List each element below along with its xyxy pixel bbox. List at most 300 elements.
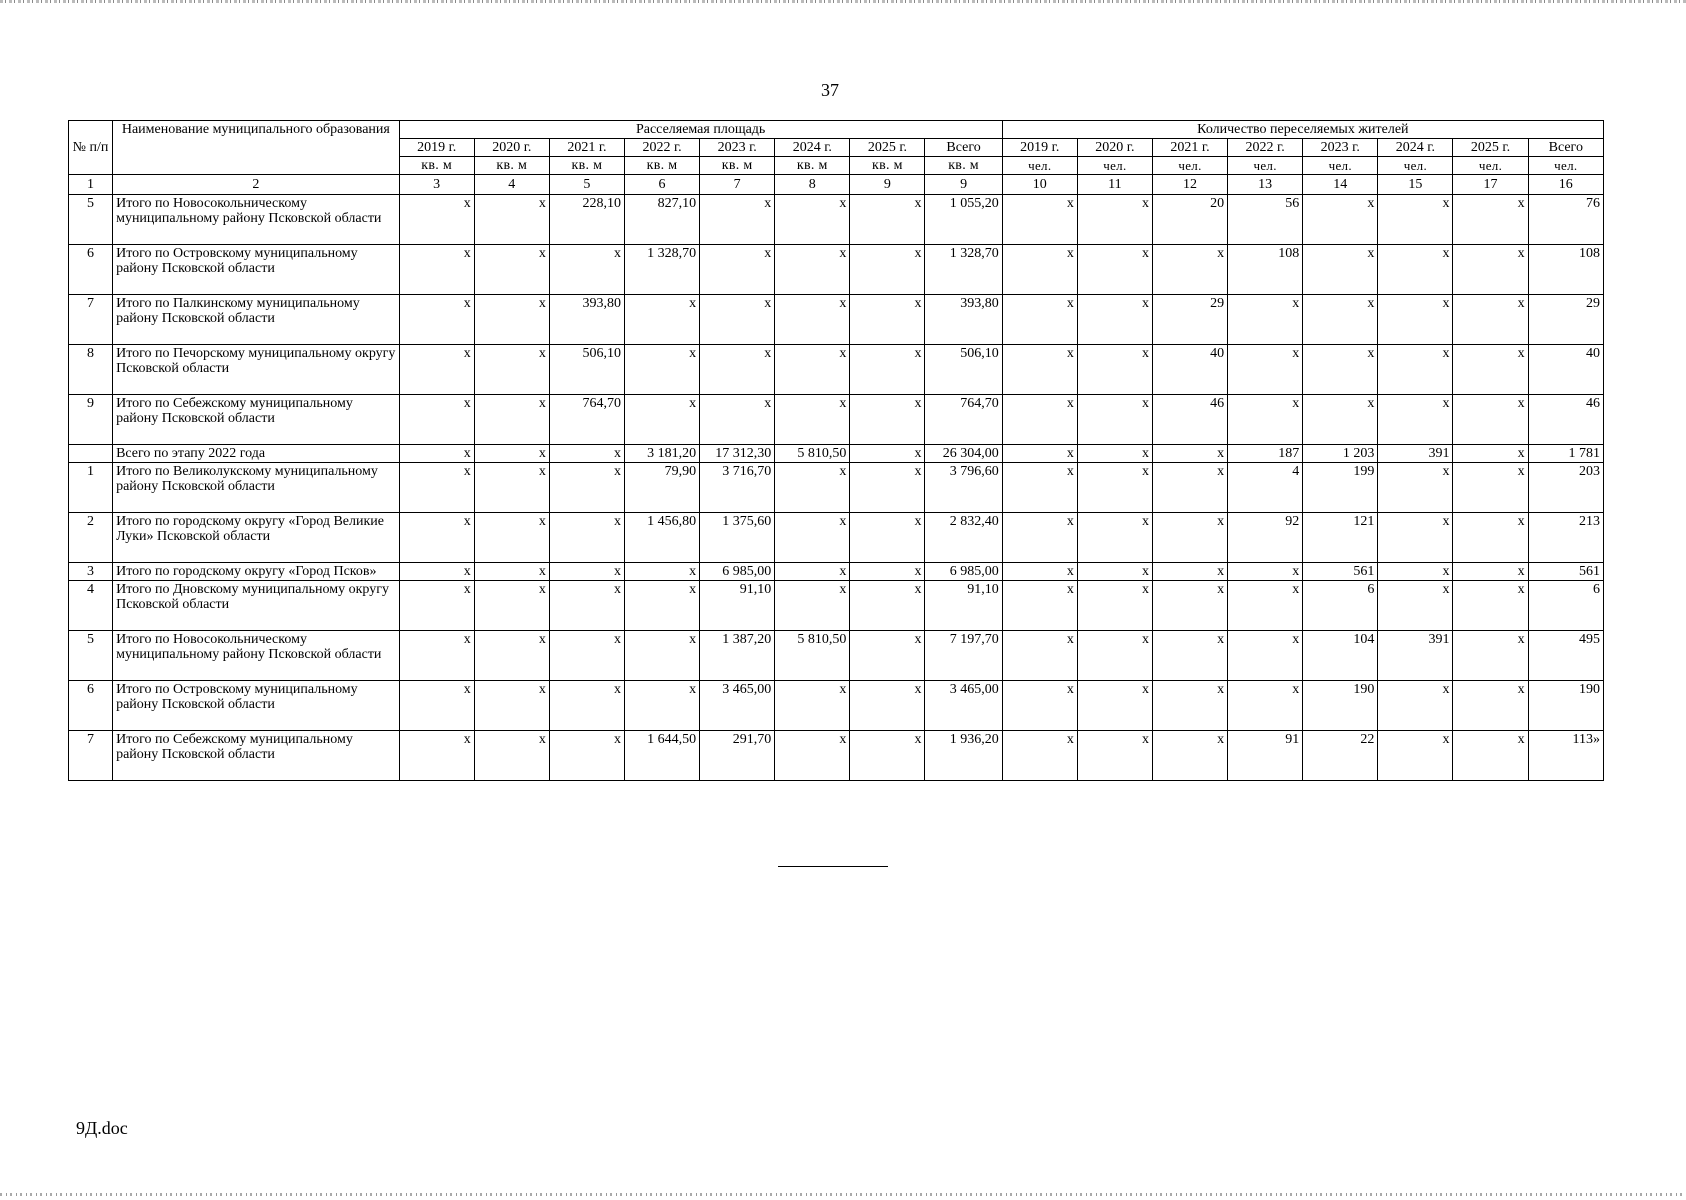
area-value: 5 810,50 (775, 445, 850, 463)
people-value: x (1303, 295, 1378, 345)
people-value: x (1002, 681, 1077, 731)
row-name: Итого по Островскому муниципальному району Псковской области (113, 245, 400, 295)
area-value: 3 465,00 (700, 681, 775, 731)
area-value: x (399, 563, 474, 581)
area-value: x (775, 463, 850, 513)
people-value: x (1378, 395, 1453, 445)
area-value: 1 328,70 (624, 245, 699, 295)
row-name: Итого по Дновскому муниципальному округу Псковской области (113, 581, 400, 631)
area-value: x (700, 295, 775, 345)
people-value: 391 (1378, 445, 1453, 463)
area-value: x (399, 395, 474, 445)
area-value: x (474, 631, 549, 681)
area-value: 291,70 (700, 731, 775, 781)
people-value: x (1077, 445, 1152, 463)
people-value: 187 (1228, 445, 1303, 463)
area-value: x (624, 631, 699, 681)
area-value: 827,10 (624, 195, 699, 245)
header-area-unit: кв. м (624, 157, 699, 175)
people-value: x (1303, 395, 1378, 445)
header-people-unit: чел. (1303, 157, 1378, 175)
area-value: x (474, 395, 549, 445)
row-name: Итого по Себежскому муниципальному району Псковской области (113, 731, 400, 781)
people-value: x (1077, 563, 1152, 581)
area-value: x (850, 245, 925, 295)
end-rule (778, 866, 888, 867)
area-value: 228,10 (549, 195, 624, 245)
table-row (69, 345, 1604, 395)
people-value: x (1228, 631, 1303, 681)
table-row (69, 445, 1604, 463)
people-value: 561 (1303, 563, 1378, 581)
area-value: x (399, 195, 474, 245)
area-value: x (399, 463, 474, 513)
row-name: Всего по этапу 2022 года (113, 445, 400, 463)
area-value: x (549, 445, 624, 463)
people-value: x (1002, 513, 1077, 563)
people-value: 6 (1528, 581, 1603, 631)
area-value: x (624, 681, 699, 731)
people-value: 391 (1378, 631, 1453, 681)
page-number: 37 (821, 80, 839, 100)
row-name: Итого по Палкинскому муниципальному району Псковской области (113, 295, 400, 345)
area-value: x (775, 563, 850, 581)
people-value: 190 (1303, 681, 1378, 731)
area-value: x (549, 631, 624, 681)
row-number: 6 (69, 681, 113, 731)
people-value: 108 (1528, 245, 1603, 295)
area-value: 393,80 (925, 295, 1002, 345)
area-value: 1 387,20 (700, 631, 775, 681)
row-name: Итого по Себежскому муниципальному району Псковской области (113, 395, 400, 445)
header-row-column-numbers (69, 175, 1604, 195)
people-value: x (1228, 681, 1303, 731)
people-value: x (1228, 581, 1303, 631)
people-value: 495 (1528, 631, 1603, 681)
header-area-unit: кв. м (775, 157, 850, 175)
row-name: Итого по Новосокольническому муниципальному району Псковской области (113, 631, 400, 681)
people-value: 40 (1528, 345, 1603, 395)
people-value: x (1077, 345, 1152, 395)
area-value: x (624, 295, 699, 345)
header-column-number: 11 (1077, 175, 1152, 195)
area-value: x (775, 581, 850, 631)
people-value: 213 (1528, 513, 1603, 563)
header-no: № п/п (69, 121, 113, 175)
header-area-unit: кв. м (474, 157, 549, 175)
people-value: x (1228, 295, 1303, 345)
area-value: 1 055,20 (925, 195, 1002, 245)
row-number: 5 (69, 631, 113, 681)
area-value: x (775, 195, 850, 245)
people-value: x (1378, 563, 1453, 581)
area-value: x (474, 581, 549, 631)
area-value: x (700, 195, 775, 245)
people-value: x (1453, 295, 1528, 345)
people-value: x (1077, 295, 1152, 345)
header-column-number: 1 (69, 175, 113, 195)
header-people-year: 2020 г. (1077, 139, 1152, 157)
area-value: x (624, 563, 699, 581)
area-value: x (624, 395, 699, 445)
row-name: Итого по городскому округу «Город Псков» (113, 563, 400, 581)
people-value: x (1453, 681, 1528, 731)
area-value: 393,80 (549, 295, 624, 345)
table-row (69, 681, 1604, 731)
area-value: 6 985,00 (700, 563, 775, 581)
people-value: x (1453, 563, 1528, 581)
header-column-number: 17 (1453, 175, 1528, 195)
header-people-year: 2021 г. (1152, 139, 1227, 157)
people-value: x (1453, 395, 1528, 445)
table-row (69, 563, 1604, 581)
area-value: x (775, 513, 850, 563)
people-value: x (1453, 245, 1528, 295)
people-value: x (1077, 395, 1152, 445)
people-value: 46 (1152, 395, 1227, 445)
header-people-unit: чел. (1228, 157, 1303, 175)
people-value: x (1077, 245, 1152, 295)
resettlement-table (68, 120, 1604, 781)
header-area-year: 2021 г. (549, 139, 624, 157)
area-value: x (624, 345, 699, 395)
area-value: 79,90 (624, 463, 699, 513)
area-value: x (775, 681, 850, 731)
header-area-unit: кв. м (549, 157, 624, 175)
people-value: x (1378, 581, 1453, 631)
header-column-number: 2 (113, 175, 400, 195)
area-value: x (850, 295, 925, 345)
people-value: x (1378, 245, 1453, 295)
header-area-group: Расселяемая площадь (399, 121, 1002, 139)
people-value: x (1378, 681, 1453, 731)
people-value: x (1303, 195, 1378, 245)
people-value: x (1002, 445, 1077, 463)
area-value: x (474, 681, 549, 731)
header-row-groups (69, 121, 1604, 139)
area-value: x (474, 295, 549, 345)
area-value: 1 644,50 (624, 731, 699, 781)
header-name: Наименование муниципального образования (113, 121, 400, 175)
people-value: x (1378, 513, 1453, 563)
footer-file-name: 9Д.doc (76, 1118, 128, 1138)
people-value: x (1077, 581, 1152, 631)
header-people-unit: чел. (1077, 157, 1152, 175)
people-value: x (1002, 245, 1077, 295)
header-area-unit: кв. м (700, 157, 775, 175)
area-value: 3 181,20 (624, 445, 699, 463)
row-name: Итого по Печорскому муниципальному округу Псковской области (113, 345, 400, 395)
header-people-year: 2019 г. (1002, 139, 1077, 157)
people-value: x (1002, 395, 1077, 445)
area-value: x (474, 345, 549, 395)
people-value: 91 (1228, 731, 1303, 781)
row-name: Итого по Новосокольническому муниципальному району Псковской области (113, 195, 400, 245)
header-people-year: 2022 г. (1228, 139, 1303, 157)
people-value: x (1453, 463, 1528, 513)
people-value: x (1453, 731, 1528, 781)
people-value: 40 (1152, 345, 1227, 395)
area-value: x (549, 513, 624, 563)
people-value: 29 (1152, 295, 1227, 345)
area-value: x (549, 563, 624, 581)
people-value: x (1002, 195, 1077, 245)
header-column-number: 16 (1528, 175, 1603, 195)
people-value: x (1077, 631, 1152, 681)
row-number: 8 (69, 345, 113, 395)
header-people-year: 2023 г. (1303, 139, 1378, 157)
area-value: x (775, 295, 850, 345)
people-value: 56 (1228, 195, 1303, 245)
area-value: x (399, 345, 474, 395)
area-value: 506,10 (549, 345, 624, 395)
people-value: x (1303, 345, 1378, 395)
area-value: 5 810,50 (775, 631, 850, 681)
table-row (69, 631, 1604, 681)
people-value: x (1002, 563, 1077, 581)
people-value: 104 (1303, 631, 1378, 681)
area-value: 91,10 (925, 581, 1002, 631)
row-number: 3 (69, 563, 113, 581)
header-column-number: 7 (700, 175, 775, 195)
area-value: 1 456,80 (624, 513, 699, 563)
header-area-year: 2024 г. (775, 139, 850, 157)
row-number: 1 (69, 463, 113, 513)
table-row (69, 731, 1604, 781)
area-value: x (399, 581, 474, 631)
area-value: x (474, 563, 549, 581)
area-value: x (850, 195, 925, 245)
people-value: 108 (1228, 245, 1303, 295)
area-value: 1 375,60 (700, 513, 775, 563)
area-value: x (850, 681, 925, 731)
table-body (69, 195, 1604, 781)
people-value: x (1002, 463, 1077, 513)
area-value: x (700, 395, 775, 445)
header-people-unit: чел. (1002, 157, 1077, 175)
header-area-year: 2025 г. (850, 139, 925, 157)
area-value: 7 197,70 (925, 631, 1002, 681)
area-value: 3 465,00 (925, 681, 1002, 731)
header-people-unit: чел. (1152, 157, 1227, 175)
area-value: x (850, 463, 925, 513)
people-value: x (1077, 195, 1152, 245)
people-value: x (1077, 731, 1152, 781)
row-name: Итого по городскому округу «Город Великие Луки» Псковской области (113, 513, 400, 563)
header-people-year: Всего (1528, 139, 1603, 157)
header-column-number: 8 (775, 175, 850, 195)
header-column-number: 9 (925, 175, 1002, 195)
area-value: x (474, 463, 549, 513)
people-value: x (1453, 195, 1528, 245)
people-value: 6 (1303, 581, 1378, 631)
people-value: 190 (1528, 681, 1603, 731)
people-value: 203 (1528, 463, 1603, 513)
row-number: 7 (69, 731, 113, 781)
people-value: x (1152, 731, 1227, 781)
header-area-unit: кв. м (850, 157, 925, 175)
header-column-number: 4 (474, 175, 549, 195)
people-value: x (1152, 581, 1227, 631)
area-value: 26 304,00 (925, 445, 1002, 463)
area-value: x (850, 513, 925, 563)
people-value: x (1002, 581, 1077, 631)
area-value: x (775, 395, 850, 445)
header-people-year: 2025 г. (1453, 139, 1528, 157)
header-column-number: 15 (1378, 175, 1453, 195)
people-value: x (1152, 513, 1227, 563)
people-value: x (1152, 463, 1227, 513)
resettlement-table-container (68, 120, 1604, 781)
people-value: x (1228, 345, 1303, 395)
area-value: x (549, 463, 624, 513)
header-people-unit: чел. (1453, 157, 1528, 175)
header-column-number: 3 (399, 175, 474, 195)
table-head (69, 121, 1604, 195)
people-value: x (1378, 731, 1453, 781)
people-value: x (1378, 195, 1453, 245)
people-value: x (1002, 295, 1077, 345)
people-value: 29 (1528, 295, 1603, 345)
area-value: x (399, 445, 474, 463)
people-value: x (1002, 345, 1077, 395)
people-value: 22 (1303, 731, 1378, 781)
header-column-number: 10 (1002, 175, 1077, 195)
area-value: x (549, 681, 624, 731)
people-value: x (1152, 445, 1227, 463)
people-value: 121 (1303, 513, 1378, 563)
area-value: x (850, 445, 925, 463)
row-name: Итого по Великолукскому муниципальному району Псковской области (113, 463, 400, 513)
area-value: x (474, 731, 549, 781)
area-value: 1 328,70 (925, 245, 1002, 295)
people-value: x (1453, 445, 1528, 463)
people-value: x (1378, 295, 1453, 345)
table-row (69, 245, 1604, 295)
people-value: x (1002, 631, 1077, 681)
area-value: x (549, 581, 624, 631)
people-value: 561 (1528, 563, 1603, 581)
table-row (69, 463, 1604, 513)
area-value: x (850, 731, 925, 781)
area-value: x (549, 731, 624, 781)
area-value: x (399, 513, 474, 563)
area-value: x (399, 295, 474, 345)
header-area-year: 2020 г. (474, 139, 549, 157)
area-value: x (850, 563, 925, 581)
area-value: 764,70 (549, 395, 624, 445)
header-area-year: 2023 г. (700, 139, 775, 157)
header-people-unit: чел. (1528, 157, 1603, 175)
area-value: x (474, 513, 549, 563)
people-value: 76 (1528, 195, 1603, 245)
header-column-number: 5 (549, 175, 624, 195)
area-value: x (624, 581, 699, 631)
header-column-number: 9 (850, 175, 925, 195)
header-column-number: 14 (1303, 175, 1378, 195)
area-value: 6 985,00 (925, 563, 1002, 581)
area-value: x (474, 245, 549, 295)
people-value: x (1378, 463, 1453, 513)
people-value: x (1152, 245, 1227, 295)
people-value: 1 781 (1528, 445, 1603, 463)
header-column-number: 12 (1152, 175, 1227, 195)
area-value: x (850, 581, 925, 631)
table-row (69, 513, 1604, 563)
people-value: 199 (1303, 463, 1378, 513)
area-value: x (399, 631, 474, 681)
row-number: 9 (69, 395, 113, 445)
area-value: x (399, 245, 474, 295)
area-value: 506,10 (925, 345, 1002, 395)
people-value: x (1077, 463, 1152, 513)
people-value: 4 (1228, 463, 1303, 513)
people-value: x (1453, 581, 1528, 631)
area-value: 764,70 (925, 395, 1002, 445)
area-value: x (850, 345, 925, 395)
header-column-number: 13 (1228, 175, 1303, 195)
area-value: x (399, 731, 474, 781)
people-value: 1 203 (1303, 445, 1378, 463)
people-value: 92 (1228, 513, 1303, 563)
people-value: x (1228, 395, 1303, 445)
table-row (69, 295, 1604, 345)
people-value: 113» (1528, 731, 1603, 781)
people-value: x (1002, 731, 1077, 781)
scan-edge-bottom (0, 1193, 1686, 1196)
table-row (69, 395, 1604, 445)
area-value: x (700, 345, 775, 395)
people-value: x (1152, 631, 1227, 681)
row-number: 6 (69, 245, 113, 295)
people-value: x (1228, 563, 1303, 581)
area-value: 3 716,70 (700, 463, 775, 513)
header-area-unit: кв. м (399, 157, 474, 175)
header-area-unit: кв. м (925, 157, 1002, 175)
people-value: x (1152, 563, 1227, 581)
header-area-year: Всего (925, 139, 1002, 157)
table-row (69, 581, 1604, 631)
area-value: 1 936,20 (925, 731, 1002, 781)
area-value: 3 796,60 (925, 463, 1002, 513)
row-number: 5 (69, 195, 113, 245)
people-value: x (1152, 681, 1227, 731)
area-value: x (399, 681, 474, 731)
header-people-year: 2024 г. (1378, 139, 1453, 157)
area-value: 91,10 (700, 581, 775, 631)
row-name: Итого по Островскому муниципальному району Псковской области (113, 681, 400, 731)
row-number (69, 445, 113, 463)
header-people-group: Количество переселяемых жителей (1002, 121, 1603, 139)
area-value: 2 832,40 (925, 513, 1002, 563)
area-value: x (850, 631, 925, 681)
people-value: x (1453, 345, 1528, 395)
people-value: x (1077, 681, 1152, 731)
row-number: 4 (69, 581, 113, 631)
area-value: x (775, 245, 850, 295)
area-value: x (850, 395, 925, 445)
scan-edge-top (0, 0, 1686, 3)
area-value: x (474, 195, 549, 245)
header-column-number: 6 (624, 175, 699, 195)
people-value: x (1453, 631, 1528, 681)
people-value: x (1303, 245, 1378, 295)
header-area-year: 2022 г. (624, 139, 699, 157)
people-value: x (1378, 345, 1453, 395)
people-value: x (1453, 513, 1528, 563)
area-value: x (474, 445, 549, 463)
header-people-unit: чел. (1378, 157, 1453, 175)
